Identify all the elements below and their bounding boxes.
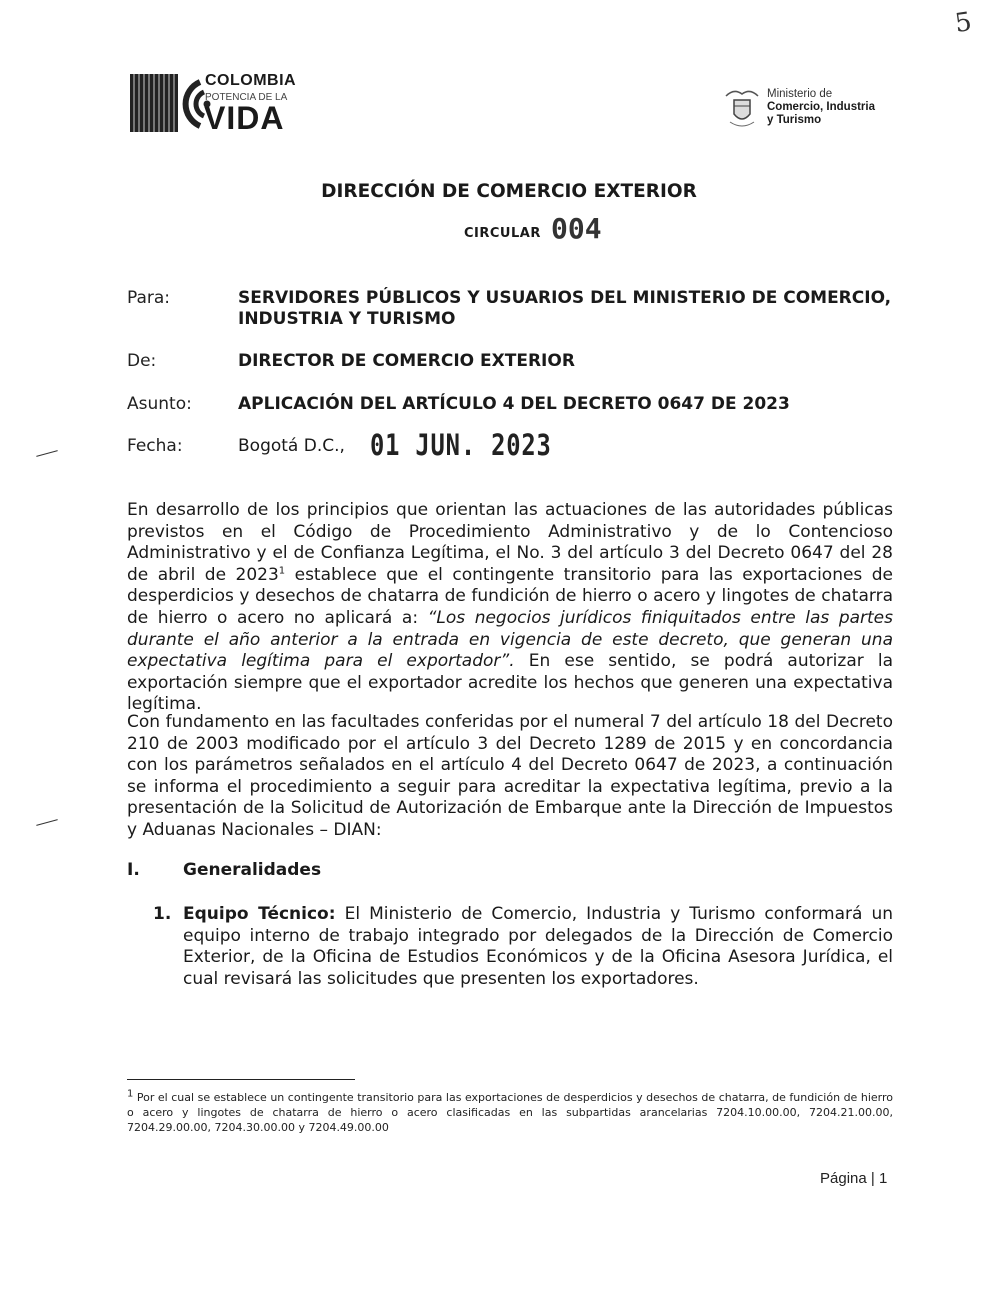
circular-label: CIRCULAR [464, 226, 541, 241]
logo-line-1: COLOMBIA [205, 72, 297, 89]
ministerio-line-2: Comercio, Industria [767, 101, 875, 113]
footnote-separator [127, 1079, 355, 1080]
coat-of-arms-icon [720, 86, 764, 130]
ministerio-line-1: Ministerio de [767, 88, 833, 100]
page-number: Página | 1 [820, 1170, 888, 1187]
logo-line-3: VIDA [204, 100, 285, 136]
para-value-line-2: INDUSTRIA Y TURISMO [238, 309, 456, 329]
footnote: 1 Por el cual se establece un contingente transitorio para las exportaciones de desperdicios y desechos de chatarra, de fundición de hierro o acero y lingotes de chatarra de hierro o acero clasificadas en las subpartidas arancelarias 7204.10.00.00, 7204.21.00.00, 7204.29.00.00, 7204.30.00.00 y 7204.49.00.00 [127, 1088, 893, 1134]
item-1-title: Equipo Técnico: [183, 904, 336, 924]
circular-number: 004 [551, 212, 602, 245]
body-paragraph-2: Con fundamento en las facultades conferidas por el numeral 7 del artículo 18 del Decreto 210 de 2003 modificado por el artículo 3 del Decreto 1289 de 2015 y en concordancia con los parámetros señalados en el artículo 4 del Decreto 0647 de 2023, a continuación se informa el procedimiento a seguir para acreditar la expectativa legítima, previo a la presentación de la Solicitud de Autorización de Embarque ante la Dirección de Impuestos y Aduanas Nacionales – DIAN: [127, 712, 893, 840]
document-title: DIRECCIÓN DE COMERCIO EXTERIOR [321, 181, 697, 202]
section-number: I. [127, 860, 140, 880]
fecha-label: Fecha: [127, 436, 183, 456]
ministerio-logo [720, 86, 900, 134]
margin-mark [36, 450, 58, 457]
margin-mark [36, 819, 58, 826]
para-label: Para: [127, 288, 171, 308]
quoted-text: “Los negocios jurídicos finiquitados entre las partes durante el año anterior a la entrada en vigencia de este decreto, que generan una expectativa legítima para el exportador”. [127, 607, 893, 672]
logo-line-2: POTENCIA DE LA [205, 92, 288, 103]
fecha-place: Bogotá D.C., [238, 436, 345, 456]
section-title: Generalidades [183, 860, 322, 880]
colombia-potencia-logo [130, 72, 310, 136]
ministerio-line-3: y Turismo [767, 114, 822, 126]
de-label: De: [127, 351, 157, 371]
de-value: DIRECTOR DE COMERCIO EXTERIOR [238, 351, 575, 371]
footnote-ref: 1 [278, 565, 286, 577]
handwritten-page-mark: 5 [952, 6, 974, 40]
item-1-text: Equipo Técnico: El Ministerio de Comercio, Industria y Turismo conformará un equipo interno de trabajo integrado por delegados de la Dirección de Comercio Exterior, de la Oficina de Estudios Económicos y de la Oficina Asesora Jurídica, el cual revisará las solicitudes que presenten los exportadores. [183, 904, 893, 989]
para-value-line-1: SERVIDORES PÚBLICOS Y USUARIOS DEL MINISTERIO DE COMERCIO, [238, 288, 892, 308]
asunto-value: APLICACIÓN DEL ARTÍCULO 4 DEL DECRETO 0647 DE 2023 [238, 394, 790, 414]
date-stamp: 01 JUN. 2023 [370, 428, 552, 462]
asunto-label: Asunto: [127, 394, 192, 414]
item-number: 1. [153, 904, 172, 924]
body-paragraph-1: En desarrollo de los principios que orientan las actuaciones de las autoridades públicas previstos en el Código de Procedimiento Administrativo y de lo Contencioso Administrativo y el de Confianza Legítima, el No. 3 del artículo 3 del Decreto 0647 del 28 de abril de 2023$^1$ establece que el contingente transitorio para las exportaciones de desperdicios y desechos de chatarra de fundición de hierro o acero y lingotes de chatarra de hierro o acero no aplicará a: “Los negocios jurídicos finiquitados entre las partes durante el año anterior a la entrada en vigencia de este decreto, que generan una expectativa legítima para el exportador”. En ese sentido, se podrá autorizar la exportación siempre que el exportador acredite los hechos que generen una expectativa legítima. [127, 500, 893, 715]
